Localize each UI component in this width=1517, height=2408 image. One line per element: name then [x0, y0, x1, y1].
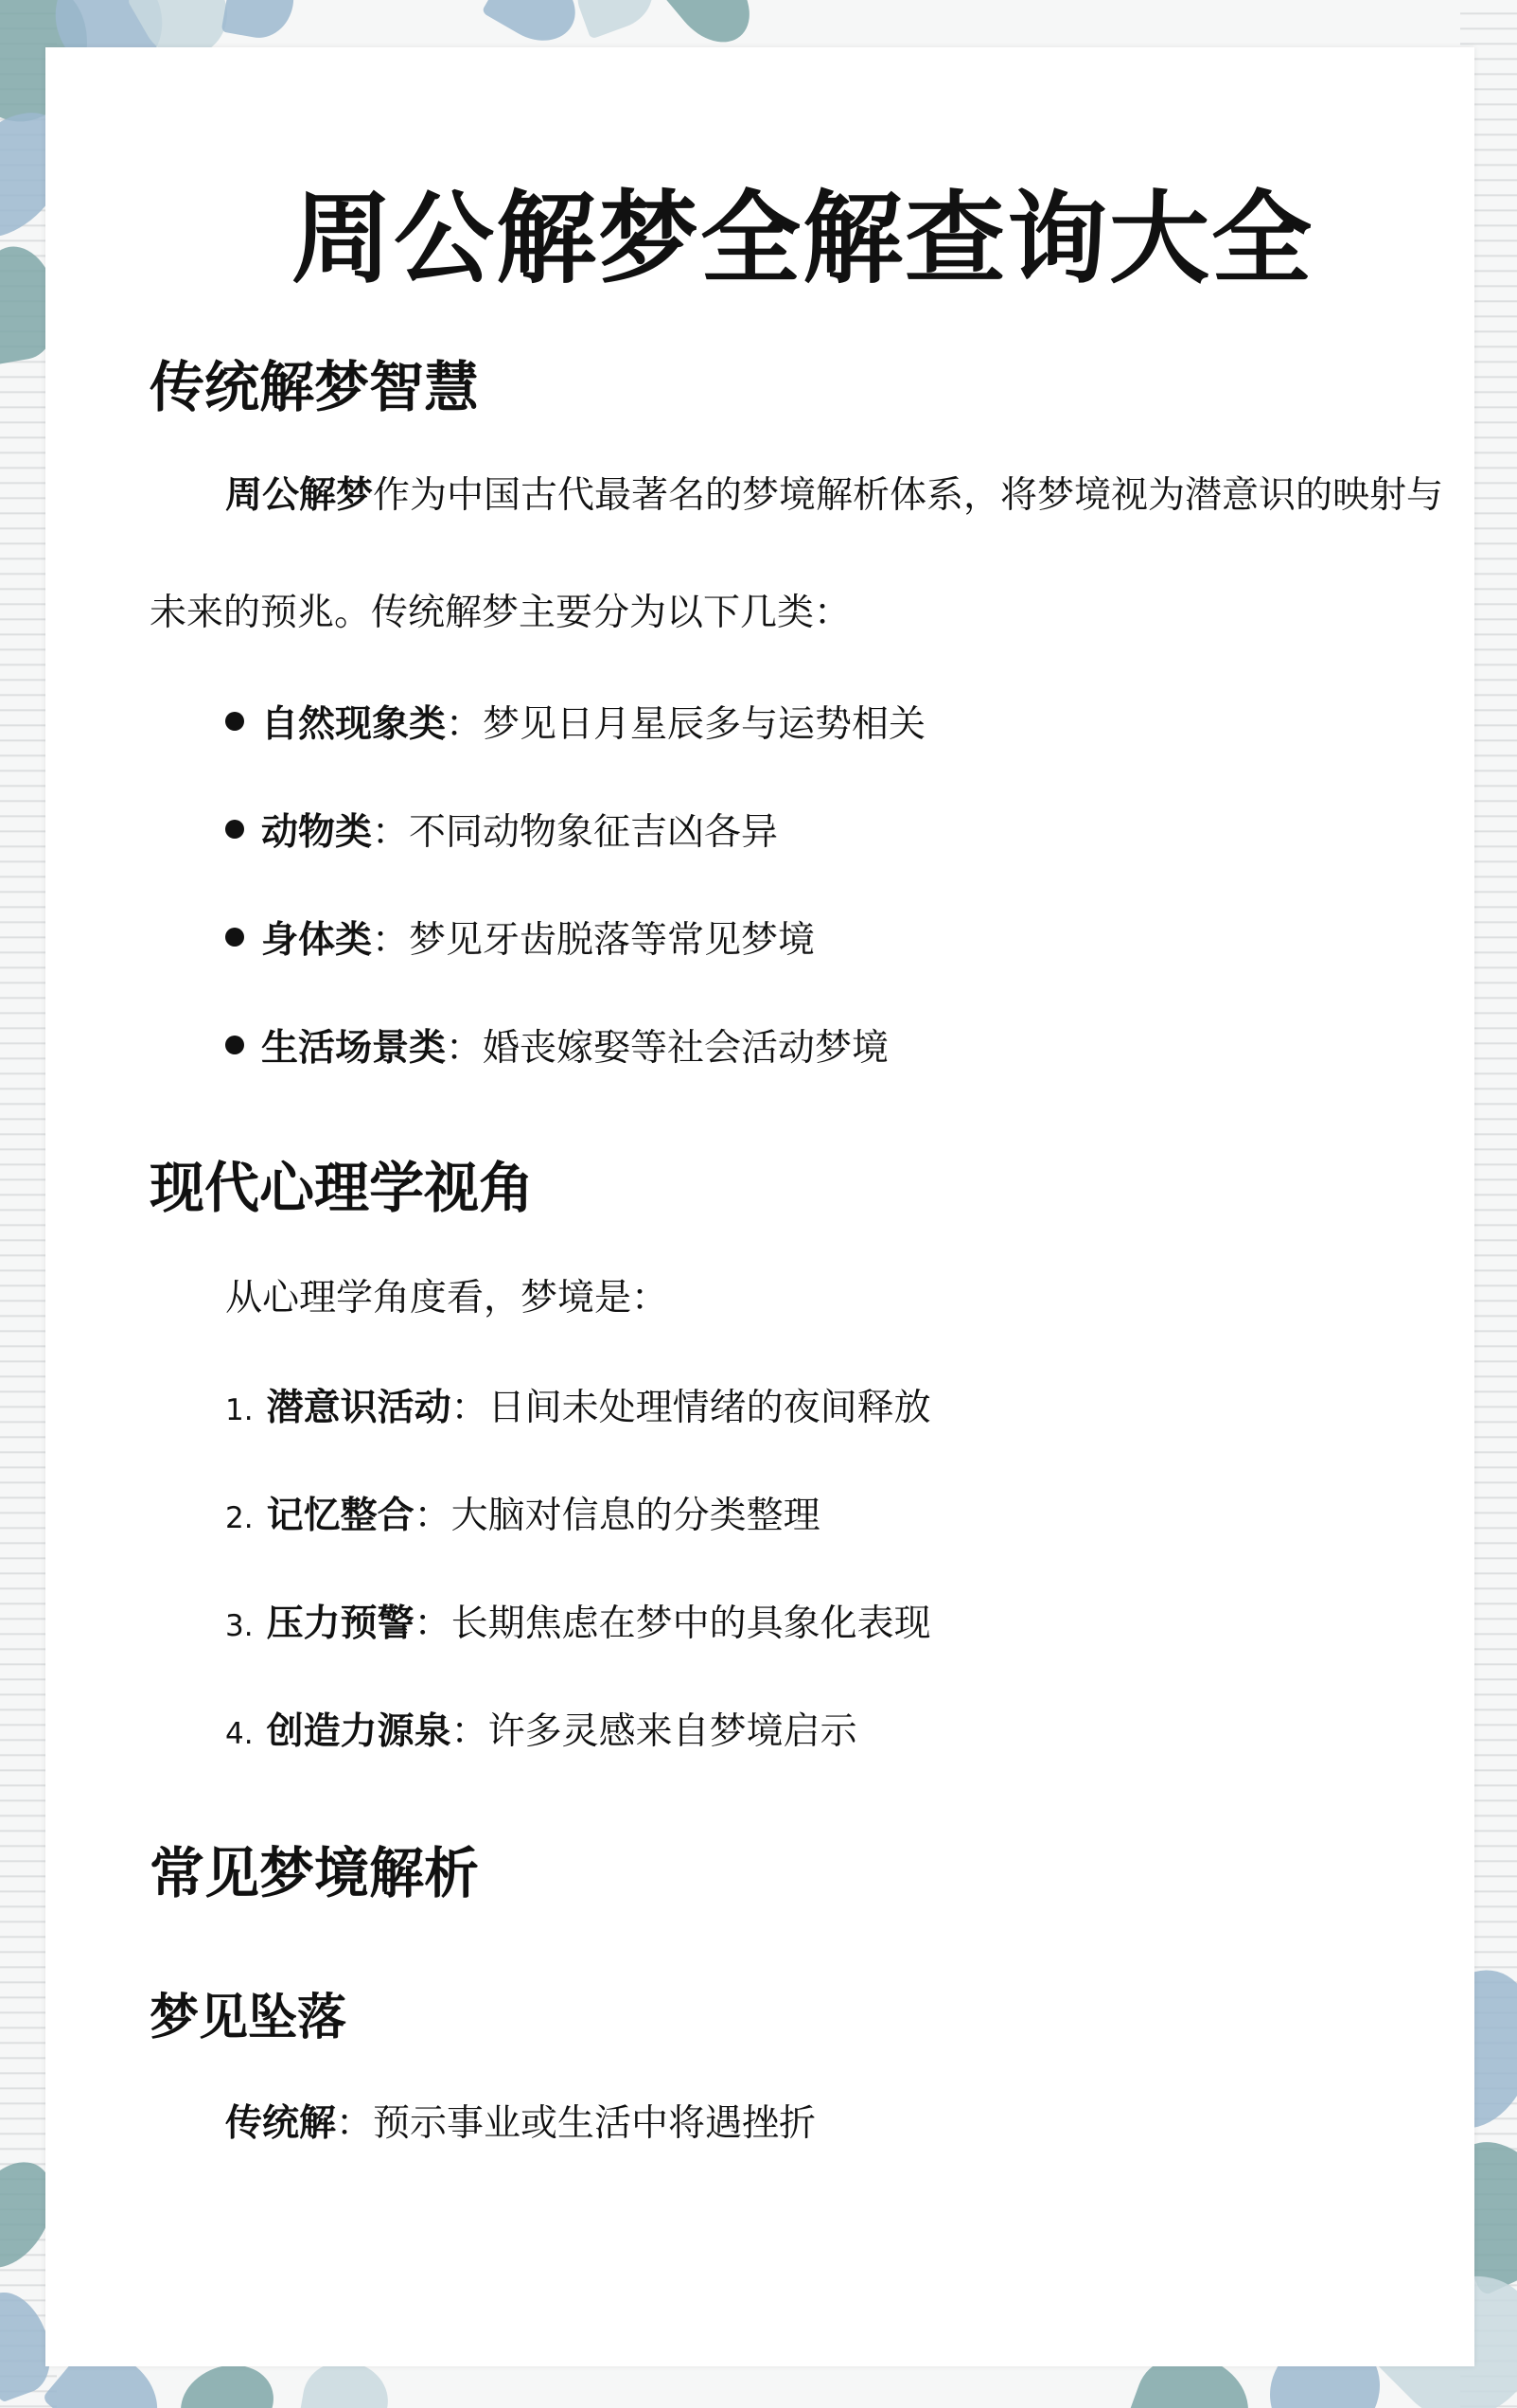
item-number: 4. — [225, 1717, 254, 1751]
intro-text: 作为中国古代最著名的梦境解析体系，将梦境视为潜意识的映射与未来的预兆。传统解梦主要分为以下几类： — [150, 474, 1444, 634]
list-item-desc: ：大脑对信息的分类整理 — [414, 1495, 820, 1537]
list-item — [225, 703, 926, 746]
interpretation-term: 传统解 — [225, 2102, 337, 2145]
list-item-desc: ：不同动物象征吉凶各异 — [372, 811, 779, 854]
bullet-icon — [225, 928, 244, 947]
list-item-term: 自然现象类 — [261, 703, 447, 746]
bullet-icon — [225, 820, 244, 839]
numbered-item — [225, 1387, 931, 1429]
list-item-desc: ：日间未处理情绪的夜间释放 — [450, 1387, 931, 1429]
list-item-term: 潜意识活动 — [266, 1387, 451, 1429]
list-item-desc: ：长期焦虑在梦中的具象化表现 — [414, 1602, 931, 1645]
list-item — [225, 1027, 890, 1070]
section-heading-psychology: 现代心理学视角 — [150, 1156, 535, 1220]
page-title: 周公解梦全解查询大全 — [291, 181, 1314, 297]
bullet-icon — [225, 712, 244, 731]
list-item — [225, 811, 779, 854]
item-number: 2. — [225, 1501, 254, 1535]
list-item-term: 创造力源泉 — [266, 1710, 451, 1753]
list-item-term: 动物类 — [261, 811, 373, 854]
list-item-term: 压力预警 — [266, 1602, 415, 1645]
list-item-desc: ：许多灵感来自梦境启示 — [450, 1710, 857, 1753]
numbered-item — [225, 1710, 857, 1753]
item-number: 3. — [225, 1609, 254, 1643]
subsection-heading-falling: 梦见坠落 — [150, 1990, 347, 2046]
section-intro-text: 从心理学角度看，梦境是： — [225, 1277, 669, 1319]
list-item-term: 生活场景类 — [261, 1027, 447, 1070]
list-item-desc: ：婚丧嫁娶等社会活动梦境 — [446, 1027, 890, 1070]
numbered-item — [225, 1602, 931, 1645]
list-item-term: 记忆整合 — [266, 1495, 415, 1537]
interpretation-line — [225, 2102, 817, 2145]
list-item-desc: ：梦见日月星辰多与运势相关 — [446, 703, 926, 746]
section-intro-paragraph — [150, 437, 1455, 672]
document-card — [45, 47, 1474, 2366]
section-heading-traditional: 传统解梦智慧 — [150, 355, 480, 419]
list-item-term: 身体类 — [261, 919, 373, 962]
list-item-desc: ：梦见牙齿脱落等常见梦境 — [372, 919, 816, 962]
numbered-item — [225, 1495, 820, 1537]
interpretation-desc: ：预示事业或生活中将遇挫折 — [336, 2102, 817, 2145]
section-heading-common-dreams: 常见梦境解析 — [150, 1841, 480, 1905]
item-number: 1. — [225, 1393, 254, 1427]
intro-bold-term: 周公解梦 — [225, 474, 374, 517]
bullet-icon — [225, 1036, 244, 1054]
list-item — [225, 919, 816, 962]
